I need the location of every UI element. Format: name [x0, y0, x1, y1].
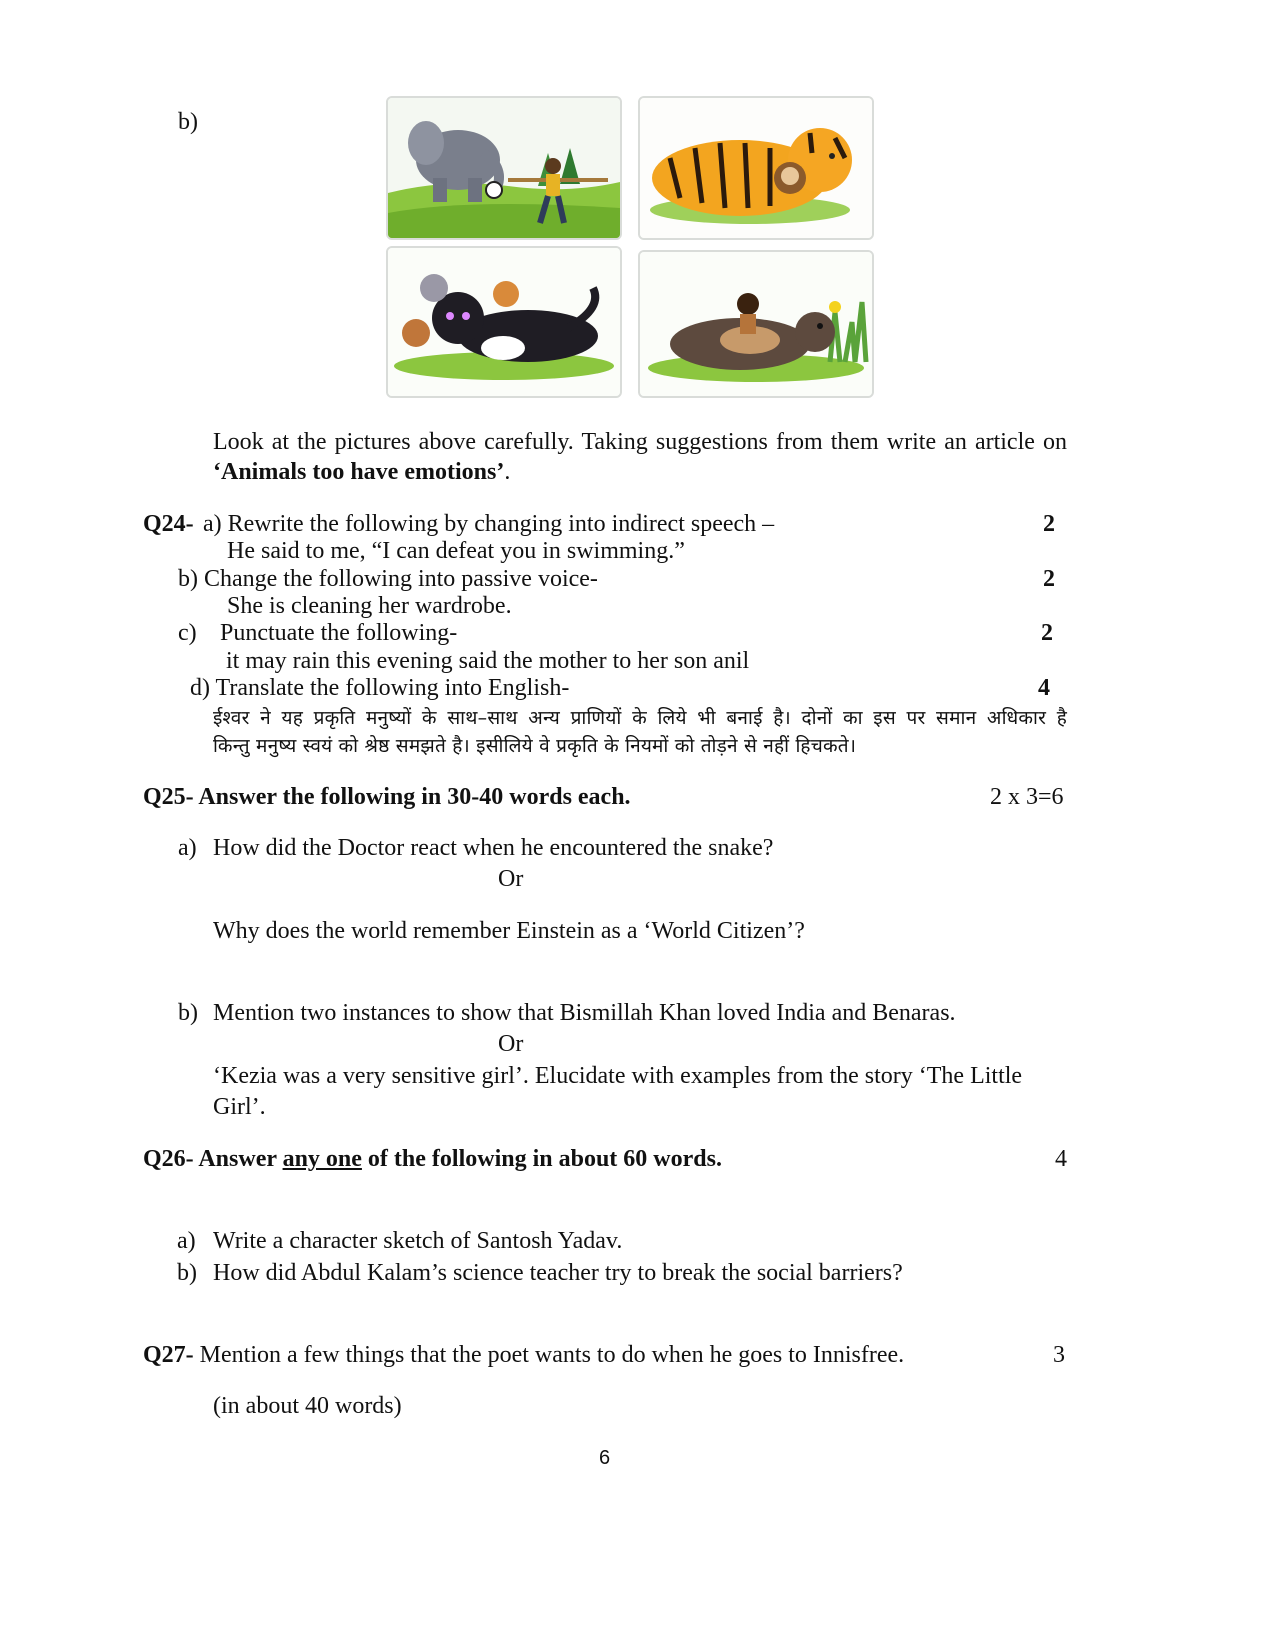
q24a-marks: 2 — [1043, 511, 1055, 537]
q25b-text: Mention two instances to show that Bismillah Khan loved India and Benaras. — [213, 1000, 956, 1026]
article-title-end: . — [504, 459, 511, 485]
q27-number: Q27- — [143, 1342, 194, 1368]
q25-heading: Q25- Answer the following in 30-40 words each. — [143, 784, 631, 810]
tiger-monkey-illustration — [640, 98, 872, 238]
q26-heading-post: of the following in about 60 words. — [361, 1146, 722, 1172]
picture-elephant-boy — [386, 96, 622, 240]
q24b-text: b) Change the following into passive voice- — [178, 566, 598, 592]
picture-cat-kittens — [386, 246, 622, 398]
q26a-label: a) — [177, 1228, 196, 1254]
q25b-alternative-line2: Girl’. — [213, 1094, 266, 1120]
q24b-sentence: She is cleaning her wardrobe. — [227, 593, 512, 619]
q24b-marks: 2 — [1043, 566, 1055, 592]
q25-marks: 2 x 3=6 — [990, 784, 1064, 810]
q24a-sentence: He said to me, “I can defeat you in swimming.” — [227, 538, 685, 564]
q24a-text: a) Rewrite the following by changing into indirect speech – — [203, 511, 775, 537]
q24-number: Q24- — [143, 511, 194, 537]
q24d-text: d) Translate the following into English- — [190, 675, 570, 701]
q26-marks: 4 — [1055, 1146, 1067, 1172]
q27-word-limit: (in about 40 words) — [213, 1393, 402, 1419]
q25b-label: b) — [178, 1000, 198, 1026]
q26b-label: b) — [177, 1260, 197, 1286]
q24c-text: Punctuate the following- — [220, 620, 458, 646]
q26-heading-pre: Q26- Answer — [143, 1146, 283, 1172]
q24c-marks: 2 — [1041, 620, 1053, 646]
q25a-label: a) — [178, 835, 197, 861]
q24d-hindi-line2: किन्तु मनुष्य स्वयं को श्रेष्ठ समझते है। इसीलिये वे प्रकृति के नियमों को तोड़ने से नहीं हिचकते। — [213, 735, 857, 757]
q24d-hindi-line1: ईश्वर ने यह प्रकृति मनुष्यों के साथ–साथ अन्य प्राणियों के लिये भी बनाई है। दोनों का इस पर समान अधिकार है — [213, 707, 1067, 729]
q27-marks: 3 — [1053, 1342, 1065, 1368]
page-number: 6 — [599, 1447, 611, 1469]
q25b-alternative-line1: ‘Kezia was a very sensitive girl’. Elucidate with examples from the story ‘The Little — [213, 1063, 1023, 1089]
q25a-or: Or — [498, 866, 524, 892]
q23b-instruction: Look at the pictures above carefully. Taking suggestions from them write an article on — [213, 429, 1067, 455]
q26b-text: How did Abdul Kalam’s science teacher try to break the social barriers? — [213, 1260, 903, 1286]
q27-text: Mention a few things that the poet wants to do when he goes to Innisfree. — [193, 1342, 905, 1368]
q26a-text: Write a character sketch of Santosh Yadav. — [213, 1228, 623, 1254]
picture-bear-boy — [638, 250, 874, 398]
q27-question — [143, 1341, 904, 1369]
q25b-or: Or — [498, 1031, 524, 1057]
q23b-label: b) — [178, 109, 198, 135]
q25a-alternative: Why does the world remember Einstein as a ‘World Citizen’? — [213, 918, 805, 944]
q24d-marks: 4 — [1038, 675, 1050, 701]
picture-tiger-monkey — [638, 96, 874, 240]
q26-heading — [143, 1145, 722, 1173]
q24c-sentence: it may rain this evening said the mother to her son anil — [226, 648, 750, 674]
q26-heading-emphasis: any one — [282, 1146, 362, 1172]
q24c-label: c) — [178, 620, 197, 646]
article-title: ‘Animals too have emotions’ — [213, 459, 505, 485]
cat-kittens-illustration — [388, 248, 620, 396]
q23b-article-title — [213, 458, 510, 486]
bear-boy-illustration — [640, 252, 872, 396]
elephant-boy-illustration — [388, 98, 620, 238]
q25a-text: How did the Doctor react when he encountered the snake? — [213, 835, 774, 861]
